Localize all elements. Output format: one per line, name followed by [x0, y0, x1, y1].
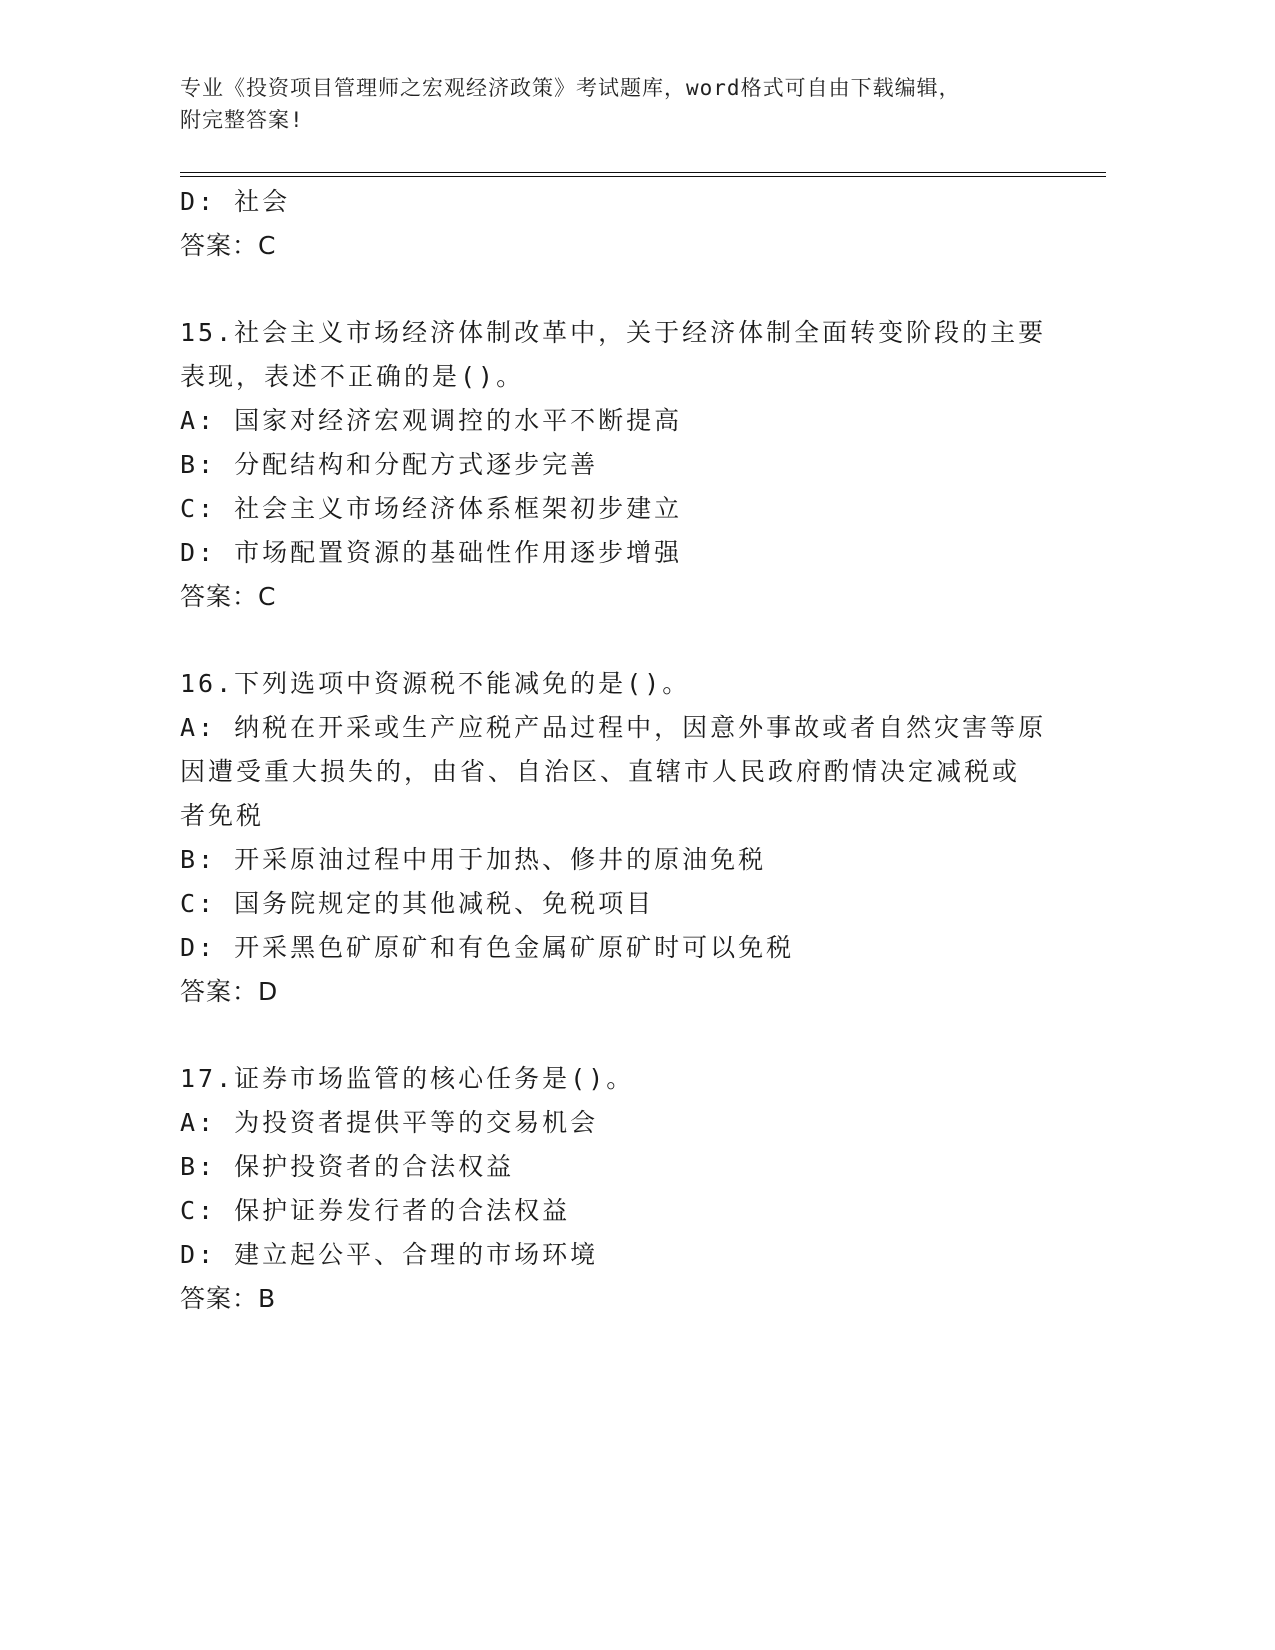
header-divider: [180, 172, 1106, 177]
option-b: B: 保护投资者的合法权益: [180, 1152, 515, 1181]
option-a: A: 为投资者提供平等的交易机会: [180, 1108, 599, 1137]
prev-option-d: D: 社会: [180, 187, 291, 216]
question-16: [180, 662, 1060, 1014]
question-content: [180, 180, 1060, 1321]
question-stem-line: 15.社会主义市场经济体制改革中，关于经济体制全面转变阶段的主要: [180, 318, 1047, 347]
prev-answer: 答案：C: [180, 231, 277, 260]
option-c: C: 保护证券发行者的合法权益: [180, 1196, 571, 1225]
answer: 答案：D: [180, 977, 279, 1006]
document-header: [180, 72, 1040, 136]
question-stem-line: 17.证券市场监管的核心任务是()。: [180, 1064, 635, 1093]
option-d: D: 市场配置资源的基础性作用逐步增强: [180, 538, 683, 567]
option-d: D: 开采黑色矿原矿和有色金属矿原矿时可以免税: [180, 933, 795, 962]
question-stem-line: 表现，表述不正确的是()。: [180, 362, 525, 391]
option-b: B: 开采原油过程中用于加热、修井的原油免税: [180, 845, 767, 874]
option-c: C: 社会主义市场经济体系框架初步建立: [180, 494, 683, 523]
question-15: [180, 311, 1060, 619]
option-c: C: 国务院规定的其他减税、免税项目: [180, 889, 655, 918]
spacer: [180, 268, 1060, 311]
answer: 答案：B: [180, 1284, 277, 1313]
question-17: [180, 1057, 1060, 1321]
header-line-1: 专业《投资项目管理师之宏观经济政策》考试题库，word格式可自由下载编辑，: [180, 76, 961, 100]
option-a-continued: 因遭受重大损失的，由省、自治区、直辖市人民政府酌情决定减税或: [180, 757, 1021, 786]
option-d: D: 建立起公平、合理的市场环境: [180, 1240, 599, 1269]
header-line-2: 附完整答案!: [180, 108, 304, 132]
option-a: A: 国家对经济宏观调控的水平不断提高: [180, 406, 683, 435]
spacer: [180, 1014, 1060, 1057]
question-stem-line: 16.下列选项中资源税不能减免的是()。: [180, 669, 691, 698]
option-a-continued: 者免税: [180, 801, 265, 830]
option-b: B: 分配结构和分配方式逐步完善: [180, 450, 599, 479]
answer: 答案：C: [180, 582, 277, 611]
option-a: A: 纳税在开采或生产应税产品过程中，因意外事故或者自然灾害等原: [180, 713, 1047, 742]
spacer: [180, 619, 1060, 662]
